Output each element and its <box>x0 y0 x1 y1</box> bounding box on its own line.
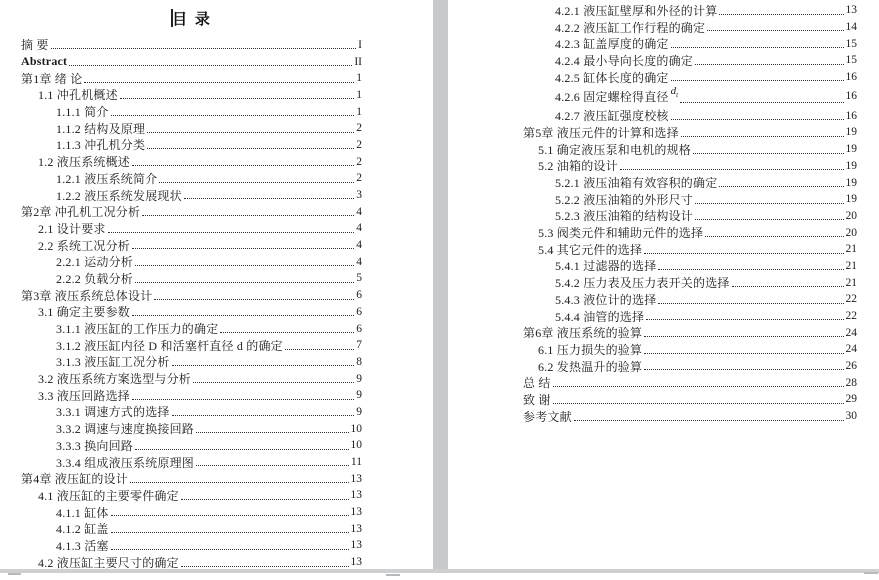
toc-entry-text: 1.1.2 结构及原理 <box>56 121 146 136</box>
dot-leader <box>732 285 844 287</box>
page-number: II <box>354 55 362 68</box>
toc-entry <box>0 537 362 554</box>
dot-leader <box>132 164 354 166</box>
toc-entry-text: 3.2 液压系统方案选型与分析 <box>38 372 192 387</box>
toc-entry-text: 6.1 压力损失的验算 <box>538 342 643 357</box>
toc-entry <box>0 220 362 237</box>
toc-entry <box>0 87 362 104</box>
toc-entry <box>0 287 362 304</box>
page-number: 9 <box>356 405 362 418</box>
next-page-edge-mark <box>8 573 21 575</box>
dot-leader <box>644 368 843 370</box>
toc-entry <box>448 224 857 241</box>
page-number: 16 <box>845 109 857 122</box>
dot-leader <box>142 214 354 216</box>
toc-entry-text: 1.1 冲孔机概述 <box>38 88 118 103</box>
page-number: 2 <box>356 155 362 168</box>
toc-entry <box>0 437 362 454</box>
page-gap-divider <box>433 0 448 569</box>
toc-entry-text: 4.2 液压缸主要尺寸的确定 <box>38 555 179 569</box>
dot-leader <box>184 197 354 199</box>
dot-leader <box>553 402 844 404</box>
page-number: 4 <box>356 239 362 252</box>
page-number: 10 <box>350 422 362 435</box>
page-number: 24 <box>845 343 857 356</box>
dot-leader <box>181 565 349 567</box>
page-number: 2 <box>356 122 362 135</box>
toc-entry <box>0 504 362 521</box>
dot-leader <box>84 81 354 83</box>
page-number: 9 <box>356 372 362 385</box>
dot-leader <box>172 364 355 366</box>
page-number: 19 <box>845 176 857 189</box>
dot-leader <box>671 46 844 48</box>
toc-entry <box>448 241 857 258</box>
toc-entry-text: 5.1 确定液压泵和电机的规格 <box>538 142 692 157</box>
toc-entry <box>448 341 857 358</box>
toc-entry <box>0 420 362 437</box>
page-number: 13 <box>350 556 362 569</box>
toc-entry-text: 5.4.2 压力表及压力表开关的选择 <box>555 276 730 291</box>
dot-leader <box>193 381 354 383</box>
page-number: 30 <box>845 410 857 423</box>
toc-title: 目 录 <box>172 12 212 28</box>
toc-entry <box>0 120 362 137</box>
page-number: 20 <box>845 209 857 222</box>
page-number: 6 <box>356 305 362 318</box>
toc-entry <box>0 170 362 187</box>
toc-entry <box>448 258 857 275</box>
page-number: 16 <box>845 90 857 103</box>
toc-entry <box>0 153 362 170</box>
dot-leader <box>111 114 355 116</box>
dot-leader <box>693 152 843 154</box>
toc-entry <box>0 387 362 404</box>
toc-entry-text: 1.2 液压系统概述 <box>38 155 131 170</box>
toc-entry <box>448 69 857 86</box>
page-number: 13 <box>350 539 362 552</box>
dot-leader <box>285 348 354 350</box>
toc-entry <box>0 203 362 220</box>
dot-leader <box>671 118 844 120</box>
page-number: 16 <box>845 71 857 84</box>
inline-formula: $d_t$ <box>670 85 679 100</box>
toc-entry-text: 摘 要 <box>21 38 49 53</box>
dot-leader <box>147 131 354 133</box>
page-number: 21 <box>845 276 857 289</box>
toc-entry <box>448 324 857 341</box>
page-number: 13 <box>350 522 362 535</box>
toc-entry <box>0 337 362 354</box>
toc-entry <box>0 487 362 504</box>
page-number: 1 <box>356 72 362 85</box>
page-number: 8 <box>356 355 362 368</box>
toc-list-left <box>0 37 362 570</box>
dot-leader <box>658 268 843 270</box>
dot-leader <box>120 97 354 99</box>
dot-leader <box>681 135 844 137</box>
page-number: 2 <box>356 138 362 151</box>
toc-entry-text: 3.3 液压回路选择 <box>38 388 131 403</box>
toc-entry-text: 第1章 绪 论 <box>21 71 83 86</box>
toc-entry <box>448 35 857 52</box>
toc-entry <box>0 37 362 54</box>
page-number: 19 <box>845 126 857 139</box>
toc-entry <box>0 237 362 254</box>
page-number: 4 <box>356 222 362 235</box>
toc-entry <box>0 253 362 270</box>
toc-entry <box>0 70 362 87</box>
toc-entry-text: 第5章 液压元件的计算和选择 <box>523 125 679 140</box>
page-number: 9 <box>356 389 362 402</box>
toc-entry-text: 第6章 液压系统的验算 <box>523 326 643 341</box>
toc-entry-text: 5.2.2 液压油箱的外形尺寸 <box>555 192 694 207</box>
dot-leader <box>132 314 354 316</box>
dot-leader <box>69 64 352 66</box>
toc-entry <box>448 408 857 425</box>
next-page-edge-mark <box>386 574 400 576</box>
dot-leader <box>574 419 844 421</box>
toc-entry-text: 第4章 液压缸的设计 <box>21 472 129 487</box>
page-number: 11 <box>350 456 362 469</box>
toc-entry <box>0 370 362 387</box>
page-number: 29 <box>845 393 857 406</box>
toc-entry <box>0 454 362 471</box>
toc-entry-text: 3.3.3 换向回路 <box>56 438 134 453</box>
toc-entry <box>448 141 857 158</box>
dot-leader <box>135 264 354 266</box>
dot-leader <box>658 302 843 304</box>
toc-entry-text: 5.4.4 油管的选择 <box>555 309 645 324</box>
dot-leader <box>154 298 354 300</box>
toc-entry-text: 5.2 油箱的设计 <box>538 159 618 174</box>
toc-entry <box>0 320 362 337</box>
toc-entry-text: 4.2.5 缸体长度的确定 <box>555 70 669 85</box>
toc-entry <box>0 103 362 120</box>
toc-entry <box>0 554 362 569</box>
dot-leader <box>695 218 843 220</box>
toc-entry <box>448 358 857 375</box>
toc-entry-text: 总 结 <box>523 376 551 391</box>
dot-leader <box>680 101 843 103</box>
toc-entry <box>448 124 857 141</box>
dot-leader <box>644 352 843 354</box>
toc-entry-text: 1.2.2 液压系统发展现状 <box>56 188 182 203</box>
toc-page-2 <box>448 0 879 569</box>
page-number: 21 <box>845 243 857 256</box>
toc-entry-text: 5.4 其它元件的选择 <box>538 242 643 257</box>
toc-entry-text: 2.1 设计要求 <box>38 221 106 236</box>
toc-entry <box>0 137 362 154</box>
toc-entry <box>448 308 857 325</box>
page-number: 21 <box>845 259 857 272</box>
toc-page-1 <box>0 0 433 569</box>
dot-leader <box>646 318 843 320</box>
dot-leader <box>132 398 354 400</box>
toc-entry-text: 5.2.3 液压油箱的结构设计 <box>555 209 694 224</box>
dot-leader <box>196 464 349 466</box>
toc-entry-text: 4.1.3 活塞 <box>56 538 109 553</box>
toc-entry <box>448 107 857 124</box>
page-number: 19 <box>845 193 857 206</box>
toc-entry-text: 3.1 确定主要参数 <box>38 305 131 320</box>
toc-entry-text: 3.1.1 液压缸的工作压力的确定 <box>56 322 219 337</box>
toc-entry-text: 第2章 冲孔机工况分析 <box>21 205 141 220</box>
toc-entry <box>448 374 857 391</box>
page-number: 22 <box>845 310 857 323</box>
dot-leader <box>51 47 357 49</box>
page-number: 13 <box>845 4 857 17</box>
page-number: 1 <box>356 88 362 101</box>
toc-entry-text: 6.2 发热温升的验算 <box>538 359 643 374</box>
toc-entry-text: 4.2.2 液压缸工作行程的确定 <box>555 20 706 35</box>
page-number: 6 <box>356 322 362 335</box>
dot-leader <box>644 252 843 254</box>
dot-leader <box>707 29 843 31</box>
page-number: 7 <box>356 339 362 352</box>
toc-entry-text: 3.1.3 液压缸工况分析 <box>56 355 170 370</box>
toc-list-right <box>448 2 857 425</box>
page-number: 19 <box>845 159 857 172</box>
toc-entry-text: 1.1.3 冲孔机分类 <box>56 138 146 153</box>
toc-entry-text: 4.2.7 液压缸强度校核 <box>555 109 669 124</box>
toc-entry <box>0 470 362 487</box>
toc-entry-text: 3.3.4 组成液压系统原理图 <box>56 455 195 470</box>
dot-leader <box>111 514 349 516</box>
toc-entry-text: 2.2.2 负载分析 <box>56 271 134 286</box>
dot-leader <box>220 331 354 333</box>
page-number: 14 <box>845 21 857 34</box>
page-number: 20 <box>845 226 857 239</box>
toc-entry <box>448 85 857 107</box>
page-number: 5 <box>356 272 362 285</box>
toc-entry-text: 参考文献 <box>523 409 572 424</box>
toc-entry <box>0 304 362 321</box>
dot-leader <box>705 235 843 237</box>
page-number: 24 <box>845 326 857 339</box>
page-bottom-edge <box>0 569 879 573</box>
dot-leader <box>671 79 844 81</box>
toc-entry-text: 第3章 液压系统总体设计 <box>21 288 153 303</box>
dot-leader <box>553 385 844 387</box>
dot-leader <box>695 202 843 204</box>
toc-entry-text: 1.2.1 液压系统简介 <box>56 171 158 186</box>
toc-entry <box>0 520 362 537</box>
toc-entry-text: 4.2.3 缸盖厚度的确定 <box>555 37 669 52</box>
page-number: 28 <box>845 376 857 389</box>
dot-leader <box>147 147 354 149</box>
page-number: 4 <box>356 255 362 268</box>
toc-entry-text: 4.1.2 缸盖 <box>56 522 109 537</box>
dot-leader <box>719 185 843 187</box>
toc-entry <box>448 291 857 308</box>
page-number: 13 <box>350 472 362 485</box>
page-number: 1 <box>356 105 362 118</box>
dot-leader <box>135 281 354 283</box>
page-number: 10 <box>350 439 362 452</box>
dot-leader <box>181 498 349 500</box>
toc-entry <box>448 158 857 175</box>
page-number: 19 <box>845 143 857 156</box>
dot-leader <box>172 414 355 416</box>
toc-entry-text: 5.4.3 液位计的选择 <box>555 292 657 307</box>
toc-entry-text: 2.2 系统工况分析 <box>38 238 131 253</box>
toc-entry <box>0 404 362 421</box>
toc-entry <box>0 270 362 287</box>
dot-leader <box>108 231 355 233</box>
page-number: 4 <box>356 205 362 218</box>
toc-entry-text: 4.1 液压缸的主要零件确定 <box>38 488 179 503</box>
page-number: 15 <box>845 54 857 67</box>
toc-entry-text: 3.3.1 调速方式的选择 <box>56 405 170 420</box>
toc-entry-text: 1.1.1 简介 <box>56 105 109 120</box>
toc-entry-text: 3.1.2 液压缸内径 D 和活塞杆直径 d 的确定 <box>56 338 283 353</box>
page-number: 13 <box>350 489 362 502</box>
dot-leader <box>111 548 349 550</box>
page-number: I <box>358 38 362 51</box>
toc-entry <box>448 191 857 208</box>
dot-leader <box>135 448 348 450</box>
toc-entry-text: 4.1.1 缸体 <box>56 505 109 520</box>
page-number: 13 <box>350 506 362 519</box>
toc-entry-text: 4.2.6 固定螺栓得直径 <box>555 89 669 104</box>
toc-entry <box>448 2 857 19</box>
toc-entry <box>448 274 857 291</box>
page-number: 6 <box>356 289 362 302</box>
page-number: 22 <box>845 293 857 306</box>
toc-entry-text: 4.2.1 液压缸壁厚和外径的计算 <box>555 3 718 18</box>
toc-entry <box>448 208 857 225</box>
toc-entry-text: Abstract <box>21 54 68 69</box>
toc-entry <box>448 391 857 408</box>
dot-leader <box>695 63 843 65</box>
dot-leader <box>132 247 354 249</box>
toc-entry <box>448 19 857 36</box>
toc-entry-text: 5.4.1 过滤器的选择 <box>555 259 657 274</box>
toc-entry-text: 致 谢 <box>523 392 551 407</box>
page-number: 3 <box>356 189 362 202</box>
toc-entry <box>448 52 857 69</box>
next-page-edge-mark <box>864 572 878 574</box>
toc-entry <box>0 53 362 70</box>
dot-leader <box>111 531 349 533</box>
toc-entry <box>0 187 362 204</box>
dot-leader <box>644 335 843 337</box>
toc-entry-text: 3.3.2 调速与速度换接回路 <box>56 422 195 437</box>
page-number: 15 <box>845 37 857 50</box>
dot-leader <box>159 181 354 183</box>
toc-entry-text: 4.2.4 最小导向长度的确定 <box>555 53 694 68</box>
toc-entry <box>0 354 362 371</box>
dot-leader <box>130 481 348 483</box>
dot-leader <box>719 13 843 15</box>
page-number: 26 <box>845 360 857 373</box>
dot-leader <box>196 431 348 433</box>
toc-entry-text: 5.3 阀类元件和辅助元件的选择 <box>538 226 704 241</box>
toc-entry <box>448 174 857 191</box>
dot-leader <box>620 168 844 170</box>
page-number: 2 <box>356 172 362 185</box>
toc-entry-text: 2.2.1 运动分析 <box>56 255 134 270</box>
toc-entry-text: 5.2.1 液压油箱有效容积的确定 <box>555 176 718 191</box>
